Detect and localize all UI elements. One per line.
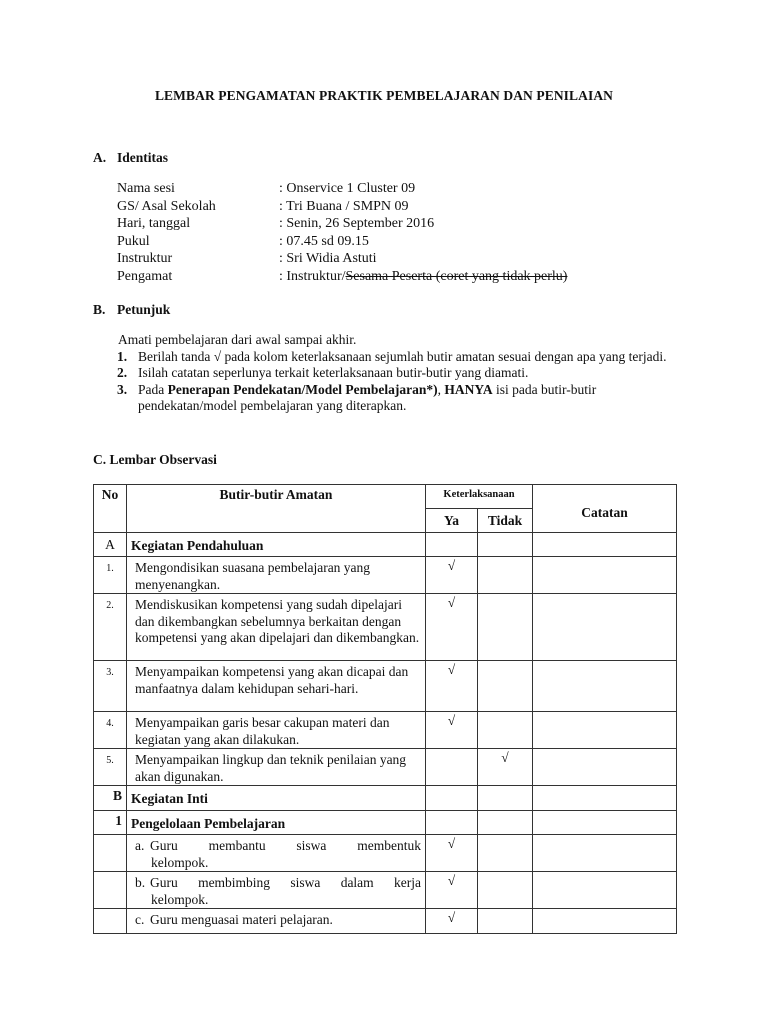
instruction-item: 3. Pada Penerapan Pendekatan/Model Pembelajaran*), HANYA isi pada butir-butir pendekatan/model pembelajaran yang diterapkan. <box>117 381 597 413</box>
table-row: 2. Mendiskusikan kompetensi yang sudah dipelajari dan dikembangkan sebelumnya berkaitan dengan kompetensi yang akan dipelajari dan dikembangkan. √ <box>94 594 677 661</box>
page-title: LEMBAR PENGAMATAN PRAKTIK PEMBELAJARAN DAN PENILAIAN <box>154 88 614 103</box>
header-no: No <box>94 485 127 533</box>
check-mark: √ <box>478 749 533 786</box>
table-row: 5. Menyampaikan lingkup dan teknik penilaian yang akan digunakan. √ <box>94 749 677 786</box>
check-mark: √ <box>426 557 478 594</box>
header-ya: Ya <box>426 509 478 533</box>
table-row: a. Guru membantu siswa membentuk kelompok. √ <box>94 835 677 872</box>
identity-row: GS/ Asal Sekolah : Tri Buana / SMPN 09 <box>117 198 409 214</box>
check-mark: √ <box>426 872 478 909</box>
check-mark: √ <box>426 835 478 872</box>
section-a-heading <box>93 150 168 166</box>
check-mark: √ <box>426 909 478 934</box>
identity-row: Hari, tanggal : Senin, 26 September 2016 <box>117 216 435 232</box>
header-tidak: Tidak <box>478 509 533 533</box>
table-row: 4. Menyampaikan garis besar cakupan materi dan kegiatan yang akan dilakukan. √ <box>94 712 677 749</box>
section-b-heading <box>93 302 170 318</box>
section-row-a: A Kegiatan Pendahuluan <box>94 533 677 557</box>
header-catatan: Catatan <box>533 485 677 533</box>
instruction-item: 2. Isilah catatan seperlunya terkait keterlaksanaan butir-butir yang diamati. <box>117 365 529 380</box>
header-keterlaksanaan: Keterlaksanaan <box>426 485 533 509</box>
check-mark: √ <box>426 661 478 712</box>
section-a-letter: A. <box>93 150 107 165</box>
instructions-block <box>117 332 677 415</box>
section-a-title: Identitas <box>117 150 169 165</box>
identity-row: Pukul : 07.45 sd 09.15 <box>117 233 369 249</box>
section-b-letter: B. <box>93 302 106 317</box>
section-b-title: Petunjuk <box>117 302 171 317</box>
check-mark: √ <box>426 712 478 749</box>
instruction-item: 1. Berilah tanda √ pada kolom keterlaksanaan sejumlah butir amatan sesuai dengan apa yang terjadi. <box>117 348 667 364</box>
table-row: 1. Mengondisikan suasana pembelajaran yang menyenangkan. √ <box>94 557 677 594</box>
identity-row-pengamat: Pengamat : Instruktur/Sesama Peserta (coret yang tidak perlu) <box>117 268 568 284</box>
table-row: c. Guru menguasai materi pelajaran. √ <box>94 909 677 934</box>
table-row: b. Guru membimbing siswa dalam kerja kelompok. √ <box>94 872 677 909</box>
header-butir-amatan: Butir-butir Amatan <box>127 485 426 533</box>
check-mark: √ <box>426 594 478 661</box>
section-c-heading: C. Lembar Observasi <box>93 452 217 467</box>
table-row: 3. Menyampaikan kompetensi yang akan dicapai dan manfaatnya dalam kehidupan sehari-hari. √ <box>94 661 677 712</box>
subsection-row-1: 1 Pengelolaan Pembelajaran <box>94 811 677 835</box>
table-header-row <box>94 485 677 509</box>
struck-option: Sesama Peserta (coret yang tidak perlu) <box>345 268 568 284</box>
instructions-list <box>117 349 677 415</box>
identity-row: Nama sesi : Onservice 1 Cluster 09 <box>117 181 416 196</box>
observation-table <box>93 484 677 934</box>
instructions-intro: Amati pembelajaran dari awal sampai akhir. <box>118 332 357 347</box>
identity-block <box>117 180 567 286</box>
identity-row: Instruktur : Sri Widia Astuti <box>117 251 377 267</box>
section-row-b: B Kegiatan Inti <box>94 786 677 811</box>
